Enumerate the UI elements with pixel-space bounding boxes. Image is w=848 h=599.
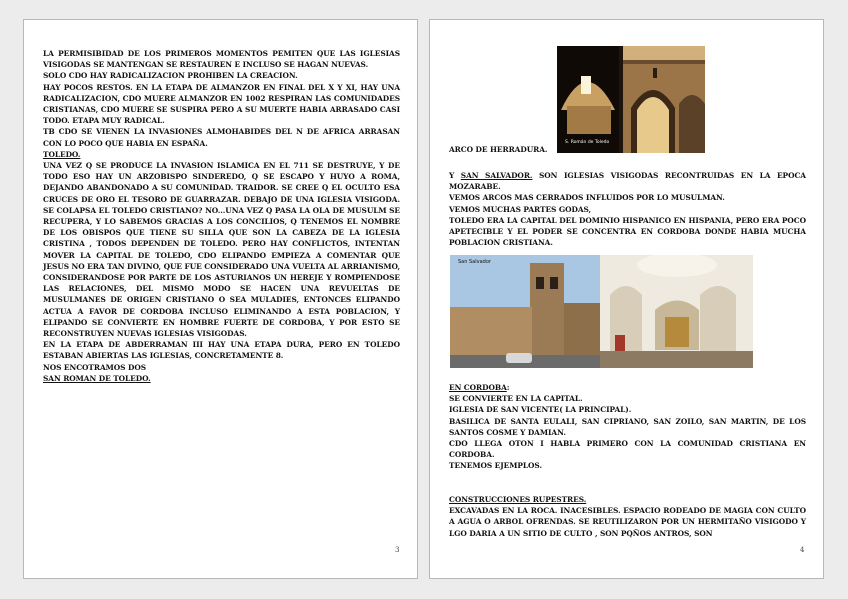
page-number: 3 <box>395 546 400 554</box>
document-page-4 <box>429 19 824 579</box>
paragraph: VEMOS MUCHAS PARTES GODAS, <box>449 204 592 214</box>
san-salvador-paragraph <box>449 170 806 192</box>
list-item: BASILICA DE SANTA EULALI, SAN CIPRIANO, SAN ZOILO, SAN MARTIN, DE LOS SANTOS COSME Y DAMIAN. <box>449 416 806 437</box>
cordoba-heading <box>449 382 806 393</box>
cordoba-text <box>449 382 806 472</box>
san-salvador-photo <box>450 255 753 368</box>
paragraph: EXCAVADAS EN LA ROCA. INACESIBLES. ESPACIO RODEADO DE MAGIA CON CULTO A AGUA O ARBOL OFRENDAS. SE REUTILIZARON POR UN HERMITAÑO VISIGODO Y LGO DARIA A UN SITIO DE CULTO , SON PQÑOS ANTROS, SON <box>449 506 806 538</box>
arco-text <box>449 144 569 155</box>
list-item: CDO LLEGA OTON I HABLA PRIMERO CON LA COMUNIDAD CRISTIANA EN CORDOBA. <box>449 439 806 460</box>
san-roman-label: SAN ROMAN DE TOLEDO. <box>43 373 151 383</box>
photo-caption: S. Román de Toledo <box>565 140 610 145</box>
san-salvador-photo-graphic <box>450 255 753 368</box>
paragraph: SOLO CDO HAY RADICALIZACION PROHIBEN LA CREACION. <box>43 71 298 81</box>
page-number: 4 <box>800 546 805 554</box>
page-3-text <box>43 48 400 384</box>
cordoba-heading-colon: : <box>506 383 510 392</box>
san-roman-photo <box>557 46 705 153</box>
rupestres-heading: CONSTRUCCIONES RUPESTRES. <box>449 495 587 504</box>
paragraph: HAY POCOS RESTOS. EN LA ETAPA DE ALMANZOR EN FINAL DEL X Y XI, HAY UNA RADICALIZACION, CDO MUERE ALMANZOR EN 1002 RESPIRAN LAS COMUNIDADES CRISTIANAS, CDO MUERE SE SUSPIRA PERO A SU MUERTE HABIA ARRASADO CASI TODO. ETAPA MUY RADICAL. <box>43 82 400 126</box>
cordoba-heading-label: EN CORDOBA <box>449 383 507 392</box>
list-item: TENEMOS EJEMPLOS. <box>449 461 542 471</box>
paragraph: TOLEDO ERA LA CAPITAL DEL DOMINIO HISPANICO EN HISPANIA, PERO ERA POCO APETECIBLE Y EL PODER SE CONCENTRA EN CORDOBA DONDE HABIA MUCHA POBLACION CRISTIANA. <box>449 215 806 248</box>
paragraph: NOS ENCOTRAMOS DOS <box>43 362 147 372</box>
paragraph: LA PERMISIBIDAD DE LOS PRIMEROS MOMENTOS PEMITEN QUE LAS IGLESIAS VISIGODAS SE MANTENGAN SE RESTAUREN E INCLUSO SE HAGAN NUEVAS. <box>43 49 400 70</box>
san-salvador-text <box>449 170 806 248</box>
list-item: IGLESIA DE SAN VICENTE( LA PRINCIPAL). <box>449 405 632 415</box>
text-rest: SON IGLESIAS VISIGODAS RECONTRUIDAS EN LA EPOCA MOZARABE. <box>449 171 806 192</box>
san-roman-photo-graphic <box>557 46 705 153</box>
paragraph: EN LA ETAPA DE ABDERRAMAN III HAY UNA ETAPA DURA, PERO EN TOLEDO ESTABAN ABIERTAS LAS IGLESIAS, CONCRETAMENTE 8. <box>43 340 400 361</box>
rupestres-text <box>449 494 806 539</box>
document-page-3 <box>23 19 418 579</box>
list-item: SE CONVIERTE EN LA CAPITAL. <box>449 394 583 404</box>
section-heading-toledo: TOLEDO. <box>43 149 81 159</box>
arco-label: ARCO DE HERRADURA. <box>449 145 548 154</box>
paragraph: UNA VEZ Q SE PRODUCE LA INVASION ISLAMICA EN EL 711 SE DESTRUYE, Y DE TODO ESO HAY UN ARZOBISPO SINDEREDO, Q SE ESCAPO Y HUYO A ROMA, DEJANDO ABANDONADO A SU COMUNIDAD. TRAIDOR. SE CREE Q EL OCULTO ESA CRUCES DE ORO EL TESORO DE GUARRAZAR. DEBAJO DE UNA IGLESIA VISIGODA. SE COLAPSA EL TOLEDO CRISTIANO? NO...UNA VEZ Q PASA LA OLA DE MUSULM SE RECUPERA, Y LO SABEMOS GRACIAS A LOS CONCILIOS, Q TENEMOS EL NOMBRE DE LOS OBISPOS QUE TIENE SU SILLA QUE SON LA CABEZA DE LA IGLESIA CRISTINA , TODOS DEPENDEN DE TOLEDO. PERO HAY CONFLICTOS, INTENTAN MOVER LA CAPITAL DE TOLEDO, CDO ELIPANDO EMPIEZA A COMENTAR QUE JESUS NO ERA TAN DIVINO, QUE FUE CONSIDERADO UNA VUELTA AL ARRIANISMO, CONSIDERANDOSE POR PARTE DE LOS ASTURIANOS UN HEREJE Y ROMPIENDOSE LAS RELACIONES, DEL MISMO MODO SE HACEN UNA REVUELTAS DE MUSULMANES DE ORIGEN CRISTIANO O SEA MULADIES, ENTONCES ELIPANDO ACTUA A FAVOR DE CORDOBA INCLUSO ELIMINANDO A ESTA POBLACION, Y ELIPANDO SE CONVIERTE EN HOMBRE FUERTE DE CORDOBA, Y POR ESTO SE RECONSTRUYEN NUEVAS IGLESIAS VISIGODAS. <box>43 161 400 339</box>
paragraph: VEMOS ARCOS MAS CERRADOS INFLUIDOS POR LO MUSULMAN. <box>449 193 725 203</box>
san-salvador-link: SAN SALVADOR. <box>460 171 533 180</box>
text-prefix: Y <box>449 171 455 180</box>
paragraph: TB CDO SE VIENEN LA INVASIONES ALMOHABIDES DEL N DE AFRICA ARRASAN CON LO POCO QUE HABIA EN ESPAÑA. <box>43 127 400 148</box>
photo-caption: San Salvador <box>458 259 491 265</box>
